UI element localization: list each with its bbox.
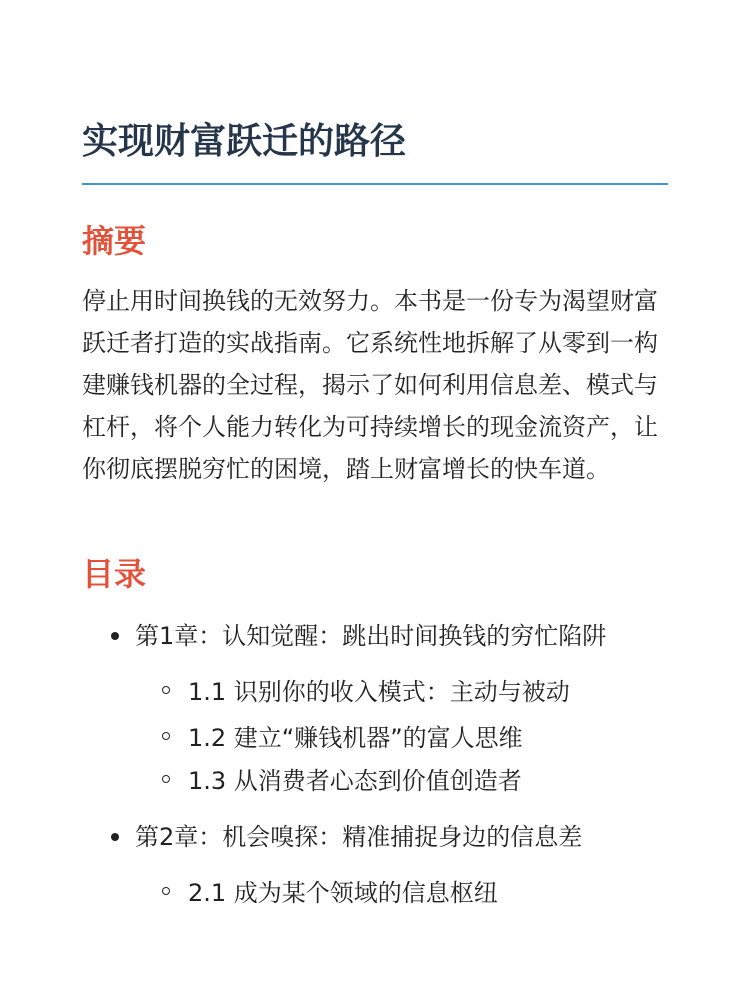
summary-heading: 摘要 xyxy=(82,222,147,260)
toc-chapter-2: 第2章：机会嗅探：精准捕捉身边的信息差 xyxy=(135,818,582,856)
toc-section-1-2: 1.2 建立“赚钱机器”的富人思维 xyxy=(188,719,523,757)
summary-text: 停止用时间换钱的无效努力。本书是一份专为渴望财富跃迁者打造的实战指南。它系统性地拆解了从零到一构建赚钱机器的全过程，揭示了如何利用信息差、模式与杠杆，将个人能力转化为可持续增长的现金流资产，让你彻底摆脱穷忙的困境，踏上财富增长的快车道。 xyxy=(82,287,658,483)
page-title: 实现财富跃迁的路径 xyxy=(82,121,407,162)
toc-heading: 目录 xyxy=(82,555,147,593)
toc-section-2-1: 2.1 成为某个领域的信息枢纽 xyxy=(188,874,498,912)
toc-chapter-1: 第1章：认知觉醒：跳出时间换钱的穷忙陷阱 xyxy=(135,617,606,655)
toc-section-1-3: 1.3 从消费者心态到价值创造者 xyxy=(188,762,522,800)
title-divider xyxy=(82,183,668,185)
toc-section-1-1: 1.1 识别你的收入模式：主动与被动 xyxy=(188,673,570,711)
